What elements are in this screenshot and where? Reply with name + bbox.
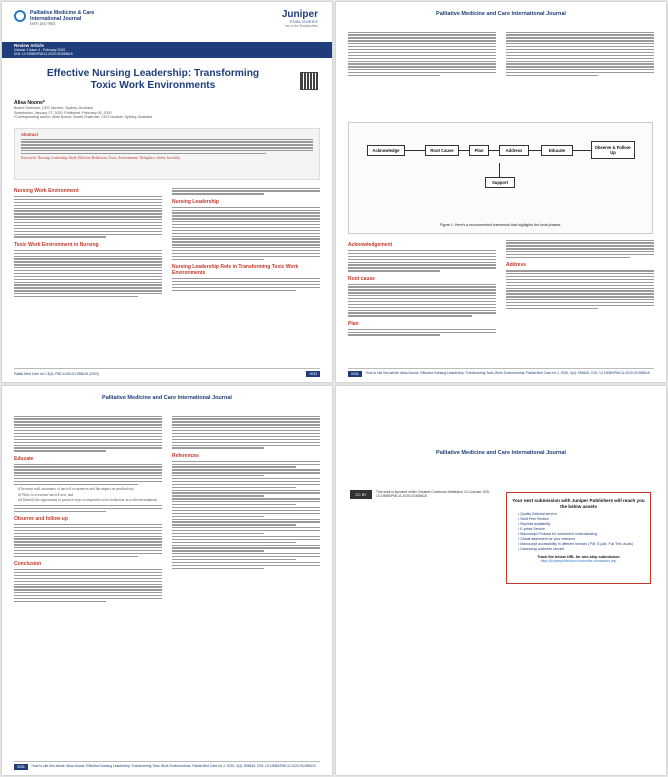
flow-arrow xyxy=(573,150,591,151)
page-number: 0035 xyxy=(14,764,28,770)
affiliation: Board Chairman, CEO Nuclear, Sydney, Australia xyxy=(14,106,93,110)
figure-1 xyxy=(348,122,653,234)
section-heading: Nursing Leadership xyxy=(172,198,219,205)
section-heading: References xyxy=(172,452,199,459)
section-heading: Observe and follow-up xyxy=(14,515,68,522)
section-heading: Conclusion xyxy=(14,561,42,568)
page2-right-bottom xyxy=(506,238,654,311)
section-heading: Nursing Work Environment xyxy=(14,188,79,194)
page-3 xyxy=(2,386,332,775)
page-number: 0033 xyxy=(306,371,320,377)
journal-name-line1: Palliative Medicine & Care xyxy=(30,10,95,16)
volume-line: Volume 3 Issue 4 - February 2020 xyxy=(14,48,66,52)
submission-dates: Submission: January 27, 2020; Published: February 06, 2020 xyxy=(14,110,112,115)
section-heading: Educate xyxy=(14,455,34,462)
flow-step-support: Support xyxy=(485,177,515,188)
title-line-2: Toxic Work Environments xyxy=(90,80,216,91)
figure-caption: Figure 1: Here's a recommended framework that highlights the focal phases. xyxy=(439,223,562,227)
ad-item: • Manuscript accessibility in different formats ( Pdf, E-pub, Full Text, Audio) xyxy=(518,542,634,547)
journal-name-line2: International Journal xyxy=(30,16,82,22)
flow-arrow xyxy=(405,150,425,151)
ad-item: • Quality Editorial service xyxy=(518,512,557,517)
flow-arrow xyxy=(459,150,469,151)
page-2 xyxy=(336,2,666,382)
page1-right-column xyxy=(172,186,320,292)
author-name: Alisa Noone* xyxy=(14,100,45,106)
abstract-box xyxy=(14,128,320,180)
correspondence: *Corresponding author: Alisa Noone, Board Chairman, CEO Nuclear, Sydney, Australia xyxy=(14,115,152,120)
publisher-name: Juniper xyxy=(281,9,318,20)
running-head: Palliative Medicine and Care International Journal xyxy=(102,395,232,401)
journal-issn: ISSN: 2641-9602 xyxy=(30,22,56,26)
journal-masthead xyxy=(14,10,94,27)
author-block xyxy=(14,100,320,120)
footer-howto: How to cite this article: Alisa Noone. Effective Nursing Leadership: Transforming Toxic Work Environments. Palliat Med Care Int J. 2020; 3(4): 555615. DOI: 10.19080/PMCIJ.2020.03.555615 xyxy=(365,370,650,375)
reference-list xyxy=(172,461,320,569)
ad-item: • Swift Peer Review xyxy=(518,517,549,522)
section-heading: Address xyxy=(506,262,527,269)
section-heading: Plan xyxy=(348,320,359,327)
list-item: ii) Ways to overcome uncivil acts, and xyxy=(18,492,74,497)
page2-footer xyxy=(348,368,654,376)
page2-left-bottom xyxy=(348,238,496,337)
flow-step-plan: Plan xyxy=(469,145,489,156)
publisher-sub: PUBLISHERS xyxy=(290,20,318,24)
license-text: This work is licensed under Creative Commons Attribution 4.0 License. DOI: 10.19080/PMCIJ.2020.03.555615 xyxy=(376,490,491,498)
ad-item: • Unceasing customer service xyxy=(518,547,565,552)
keywords: Keywords: Nursing; Leadership; Staff; Effective Behaviour; Toxic; Environment; Workplace; Stress; Incivility xyxy=(21,155,181,160)
page-4 xyxy=(336,386,666,775)
page3-footer xyxy=(14,761,320,769)
flow-step-educate: Educate xyxy=(541,145,573,156)
section-heading: Toxic Work Environment in Nursing xyxy=(14,241,99,248)
article-info-bar xyxy=(2,42,332,58)
ad-item: • Manuscript Podcast for convenient understanding xyxy=(518,532,598,537)
abstract-heading: Abstract xyxy=(21,132,38,137)
ad-url-link[interactable]: https://juniperpublishers.com/online-submission.php xyxy=(540,559,617,564)
section-heading: Nursing Leadership Role in Transforming Toxic Work Environments xyxy=(172,264,299,276)
section-heading: Acknowledgement xyxy=(348,242,393,248)
page2-right-top xyxy=(506,30,654,78)
page3-right-column xyxy=(172,414,320,571)
page-number: 0034 xyxy=(348,371,362,377)
article-title xyxy=(14,68,292,92)
page3-left-column xyxy=(14,414,162,604)
cc-license-icon: CC BY xyxy=(350,490,372,499)
page1-left-column xyxy=(14,184,162,299)
running-head: Palliative Medicine and Care International Journal xyxy=(436,450,566,456)
page-1 xyxy=(2,2,332,382)
publisher-logo xyxy=(282,10,318,28)
qr-code-icon xyxy=(300,72,318,90)
ad-list xyxy=(512,512,645,552)
ad-heading: Your next submission with Juniper Publishers will reach you the below assets xyxy=(512,498,645,509)
ad-item: • Global attainment for your research xyxy=(518,537,576,542)
flow-step-observe: Observe & Follow-Up xyxy=(591,141,635,159)
ad-track: Track the below URL for one-step submission xyxy=(537,555,620,560)
flow-arrow xyxy=(489,150,499,151)
list-item: i) Increase staff awareness of uncivil occurrences and the impact on productivity. xyxy=(18,487,135,492)
publisher-tag: key to the Researchers xyxy=(285,24,318,28)
flow-step-root-cause: Root Cause xyxy=(425,145,459,156)
footer-citation: Palliat Med Care Int J 3(4): PMCIJ.MS.ID.555615 (2020) xyxy=(14,371,99,376)
ad-item: • Reprints availability xyxy=(518,522,551,527)
article-type: Review Article xyxy=(14,43,44,48)
footer-howto: How to cite this article: Alisa Noone. Effective Nursing Leadership: Transforming Toxic Work Environments. Palliat Med Care Int J. 2020; 3(4): 555615. DOI: 10.19080/PMCIJ.2020.03.555615 xyxy=(31,763,316,768)
journal-logo-icon xyxy=(14,10,26,22)
page1-footer xyxy=(14,368,320,376)
flow-arrow xyxy=(529,150,541,151)
submission-ad-box xyxy=(506,492,651,584)
abstract-text xyxy=(21,139,313,155)
flow-arrow xyxy=(499,163,500,177)
license-block xyxy=(350,490,500,499)
doi-line: DOI: 10.19080/PMCIJ.2020.03.555615 xyxy=(14,52,73,56)
title-line-1: Effective Nursing Leadership: Transforming xyxy=(46,68,260,79)
list-item: iii) Identify the opportunity to practice ways to respond to toxic behaviour in a safe environment. xyxy=(18,498,158,503)
running-head: Palliative Medicine and Care International Journal xyxy=(436,11,566,17)
ad-item: • E-prints Service xyxy=(518,527,545,532)
flow-step-acknowledge: Acknowledge xyxy=(367,145,405,156)
section-heading: Root cause xyxy=(348,275,375,282)
page2-left-top xyxy=(348,30,496,78)
flow-step-address: Address xyxy=(499,145,529,156)
